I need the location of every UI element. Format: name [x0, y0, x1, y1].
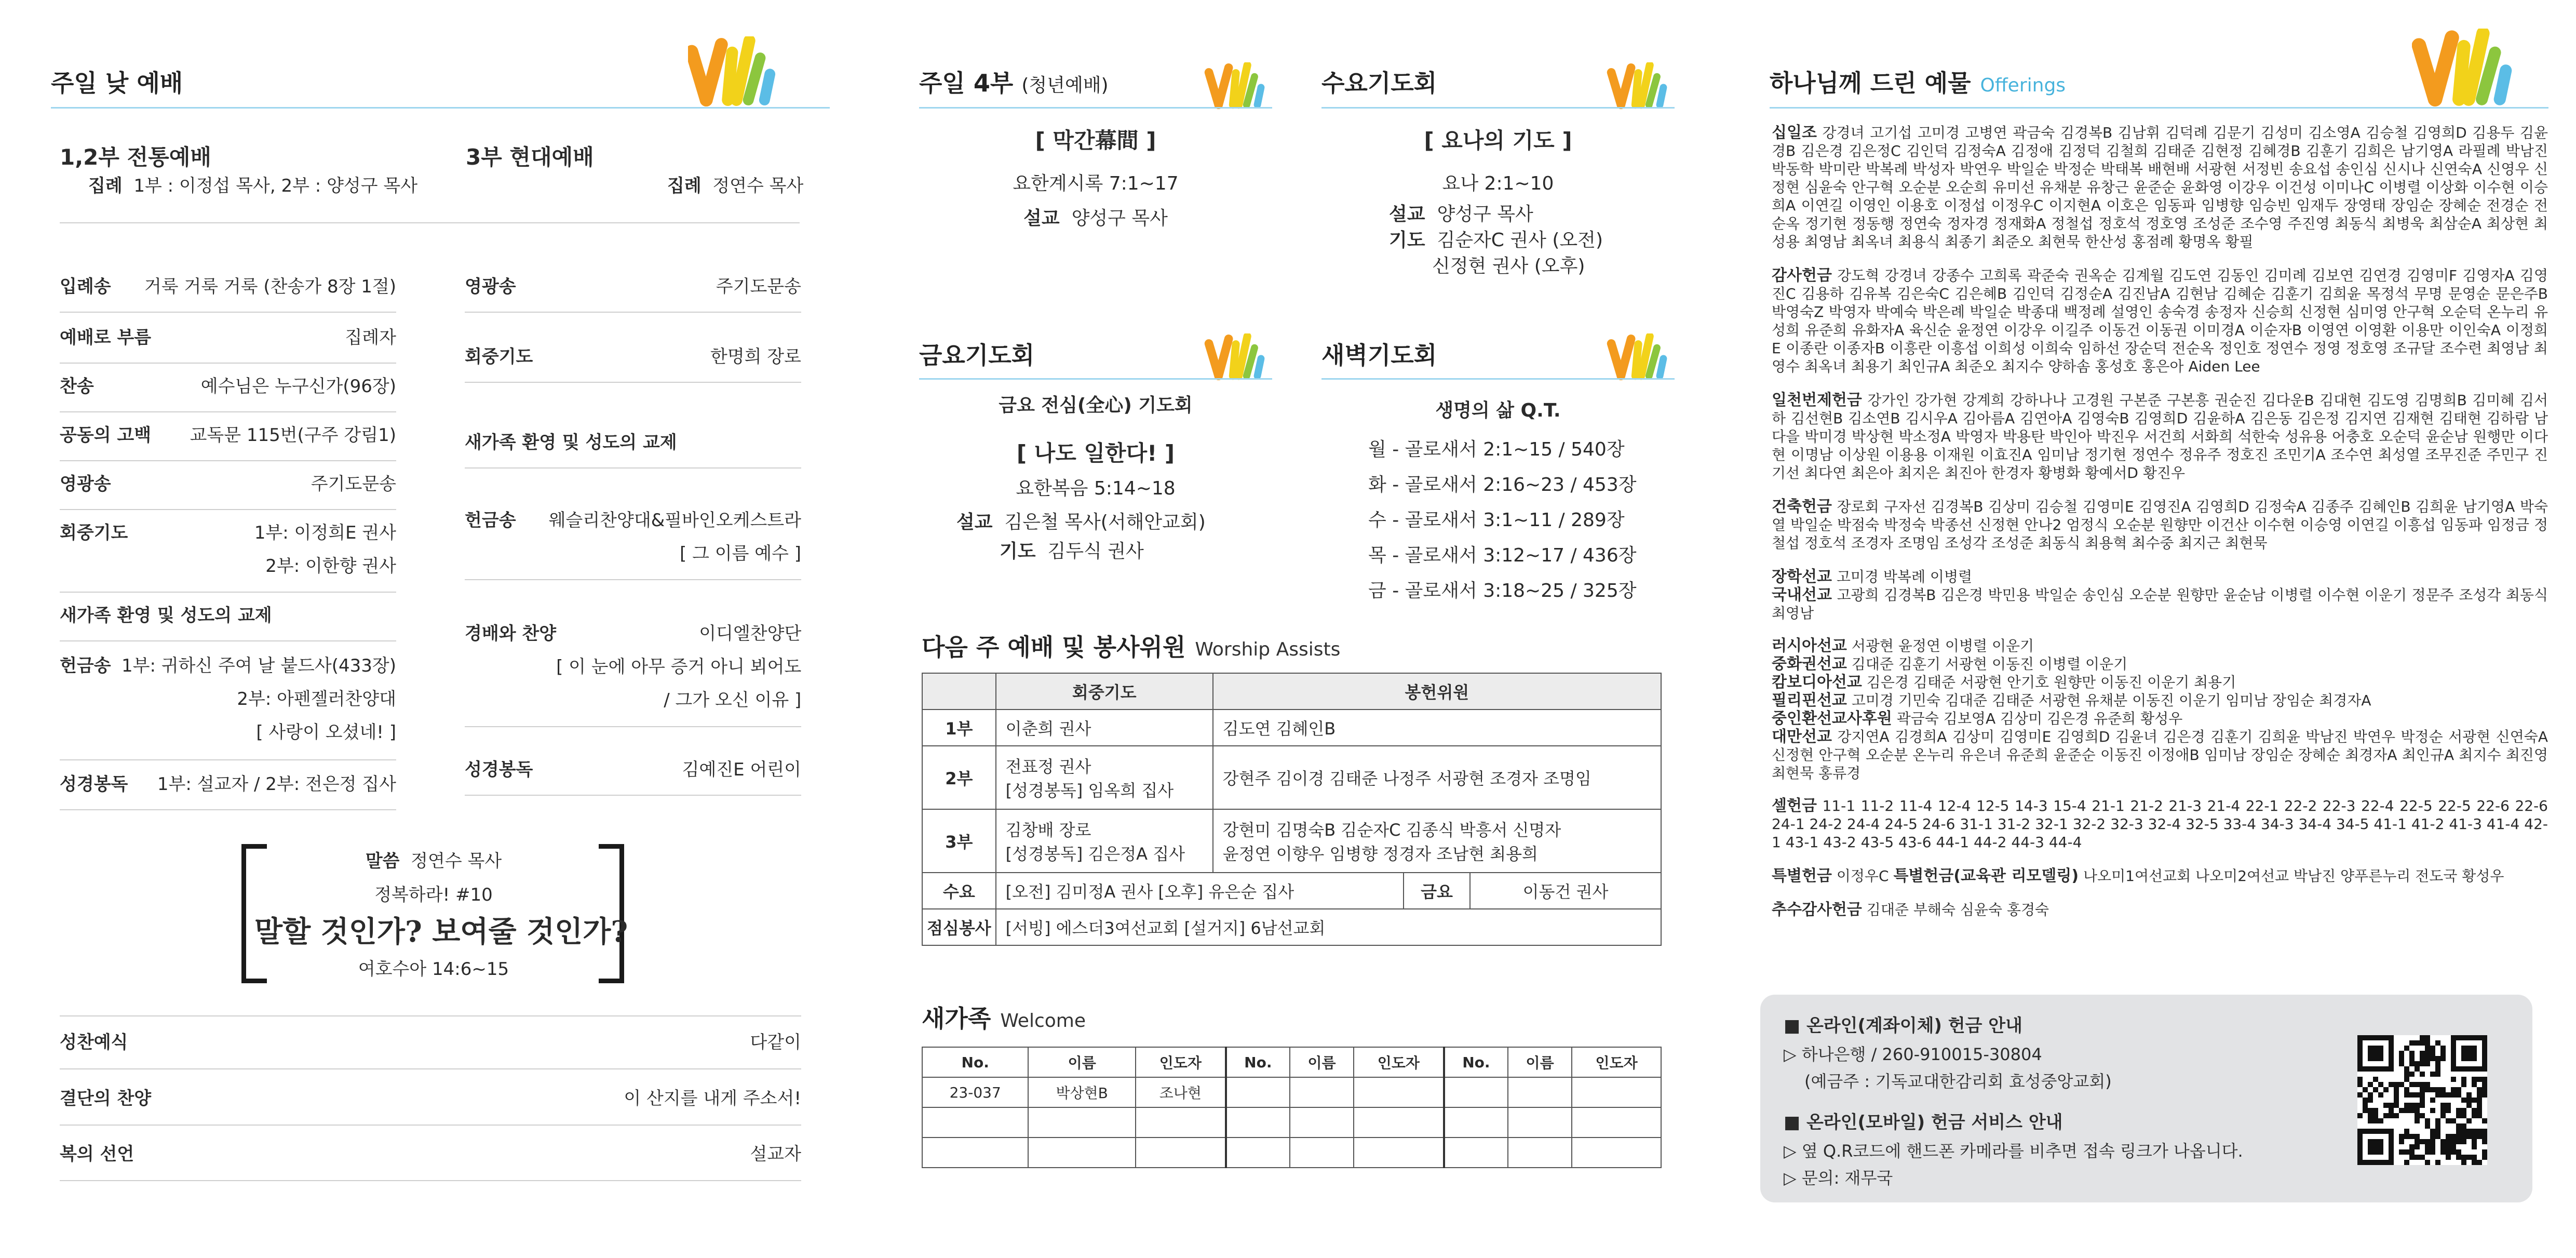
welcome-cell [1572, 1107, 1661, 1137]
offering-group-label: 중화권선교 [1772, 655, 1847, 673]
order-value-line2: 2부: 아펜젤러찬양대 [237, 689, 396, 710]
welcome-cell [1226, 1077, 1290, 1107]
welcome-title-eng: Welcome [1000, 1010, 1086, 1032]
welcome-cell [1290, 1137, 1354, 1168]
offering-group-names: 김은경 김태준 서광현 안기호 원향만 이동진 이운기 최용기 [1866, 674, 2236, 691]
assist-lunch-label: 점심봉사 [922, 909, 996, 945]
order-value-line3: [ 사랑이 오셨네! ] [256, 722, 396, 743]
welcome-header-row [922, 1047, 1661, 1077]
service3-leader [667, 171, 803, 197]
order-row [60, 768, 396, 810]
assist-row [922, 809, 1661, 873]
assist-row-offering: 강현주 김이경 김태준 나정주 서광현 조경자 조명임 [1213, 746, 1661, 809]
offering-group [1772, 673, 2548, 691]
order-value-group [556, 617, 801, 717]
order-value-line2: [ 그 이름 예수 ] [680, 543, 801, 564]
offering-group-label: 러시아선교 [1772, 637, 1847, 655]
welcome-cell [1354, 1107, 1444, 1137]
fri-tag: [ 나도 일한다! ] [1016, 440, 1175, 466]
right-panel [1714, 0, 2576, 1258]
order-label: 성경봉독 [465, 759, 533, 780]
offering-group [1772, 728, 2548, 782]
order-row [60, 1026, 801, 1069]
sermon-verse: 여호수아 14:6~15 [358, 959, 509, 980]
order-value: 1부: 이정희E 권사 [254, 523, 396, 543]
order-value: 김예진E 어린이 [682, 759, 801, 780]
order-value: 웨슬리찬양대&필바인오케스트라 [548, 510, 801, 531]
offerings-title [1770, 64, 2066, 99]
online-offering-box [1760, 995, 2532, 1202]
order-label: 결단의 찬양 [60, 1088, 152, 1109]
service4-preacher [919, 204, 1272, 230]
service12-title: 1,2부 전통예배 [60, 144, 211, 170]
sunday-service-title: 주일 낮 예배 [51, 69, 183, 97]
online-mobile-qr-guide: ▷ 옆 Q.R코드에 핸드폰 카메라를 비추면 접속 링크가 나옵니다. [1784, 1141, 2243, 1161]
offering-group-names: 서광현 윤정연 이병렬 이운기 [1851, 637, 2034, 654]
order-row [60, 1082, 801, 1126]
sermon-label: 말씀 [365, 851, 400, 872]
order-label: 공동의 고백 [60, 425, 152, 446]
offering-group-label: 건축헌금 [1772, 498, 1832, 516]
order-value: 주기도문송 [716, 276, 801, 297]
order-row [60, 419, 396, 461]
welcome-cell [1508, 1077, 1572, 1107]
fri-preacher [956, 508, 1206, 537]
assist-row-prayer: 이춘희 권사 [996, 710, 1213, 746]
order-value: 이디엘찬양단 [699, 623, 802, 644]
offering-group-names: 강지연A 김경희A 김상미 김영미E 김영희D 김윤녀 김은경 김훈기 김희윤 박남진 박연우 박정순 서광현 신연숙A 신정현 안구혁 오순분 온누리 유은녀 유준희 윤준순 이동진 이정애B 임미남 장임순 장혜순 최경자A 최인규A 최지수 최진영 최현묵 홍류경 [1772, 728, 2548, 782]
church-logo-icon [1604, 333, 1672, 380]
service4-preacher-name: 양성구 목사 [1071, 208, 1168, 229]
welcome-cell [1028, 1107, 1136, 1137]
offering-group-names: 나오미1여선교회 나오미2여선교 박남진 양푸른누리 전도국 황성우 [2083, 867, 2504, 885]
order-label: 회중기도 [465, 346, 533, 367]
order-value-line3: / 그가 오신 이유 ] [664, 690, 802, 711]
order-row [465, 426, 801, 469]
welcome-header-cell: 인도자 [1572, 1047, 1661, 1077]
order-row [60, 321, 396, 364]
assist-row-prayer-cell [996, 809, 1213, 873]
welcome-cell [1290, 1107, 1354, 1137]
offering-group [1772, 568, 2548, 586]
assist-weekday-row [922, 873, 1661, 909]
order-value-group [254, 516, 396, 583]
order-label: 성찬예식 [60, 1032, 128, 1053]
welcome-header-cell: No. [922, 1047, 1028, 1077]
assist-fri-value: 이동건 권사 [1470, 873, 1661, 909]
welcome-title-main: 새가족 [922, 1005, 991, 1033]
offering-group-names: 곽금숙 김보영A 김상미 김은경 유준희 황성우 [1896, 710, 2183, 727]
wed-rule [1321, 107, 1675, 109]
service4-preacher-label: 설교 [1023, 208, 1060, 229]
dawn-title: 새벽기도회 [1321, 341, 1437, 369]
welcome-cell [1226, 1137, 1290, 1168]
assist-header-row [922, 673, 1661, 710]
dawn-item: 수 - 골로새서 3:1~11 / 289장 [1368, 510, 1625, 531]
service3-leader-label: 집례 [667, 176, 702, 196]
assist-table [922, 673, 1662, 946]
service-header-rule [60, 222, 800, 223]
assist-row-prayer-cell [996, 746, 1213, 809]
assist-title-eng: Worship Assists [1195, 639, 1341, 660]
fri-details [956, 508, 1206, 566]
order-value: 집례자 [345, 327, 396, 348]
offering-group-label: 셀헌금 [1772, 797, 1817, 815]
order-row [60, 649, 396, 760]
online-transfer-heading: ■ 온라인(계좌이체) 헌금 안내 [1784, 1015, 2022, 1036]
service12-leader [88, 171, 417, 197]
wed-prayer2-line [1389, 253, 1603, 279]
dawn-item: 목 - 골로새서 3:12~17 / 436장 [1368, 545, 1637, 566]
assist-row [922, 746, 1661, 809]
bottom-rule [60, 1015, 801, 1016]
welcome-header-cell: 이름 [1508, 1047, 1572, 1077]
assist-row-key: 1부 [922, 710, 996, 746]
assist-row-reading: [성경봉독] 임옥희 집사 [1005, 781, 1174, 800]
order-row [60, 1137, 801, 1181]
fri-verse: 요한복음 5:14~18 [1016, 478, 1176, 499]
order-value: 예수님은 누구신가(96장) [200, 376, 396, 397]
offering-group-names: 강경녀 고기섭 고미경 고병연 곽금숙 김경복B 김남휘 김덕례 김문기 김성미 김소영A 김승철 김영희D 김용두 김윤경B 김은경 김은정C 김인덕 김정숙A 김정애 김정덕 김철희 김태준 김현정 김혜경B 김훈기 김희은 남기영A 라필례 박남진 박동학 박미란 박복례 박성자 박연우 박일순 박정순 박태복 배현배 서광현 서정빈 송요섭 송인심 신시나 신연숙A 신영우 신정현 심윤숙 안구혁 오순분 오순희 유미선 유채분 유창근 윤준순 윤화영 이강우 이건성 이미나C 이병렬 이상화 이수현 이승희A 이연길 이영인 이용호 이정섭 이정우C 이지현A 이호은 임동파 임병향 임승빈 임재두 장영태 장임순 장혜순 전경순 전순옥 정기현 정동행 정연숙 정자경 정재화A 정철섭 정호석 정호영 조성준 조수영 주진영 최동식 최병욱 최삼순A 최상현 최성용 최영남 최옥녀 최용식 최종기 최준오 최현묵 한산성 홍점례 황명옥 황필 [1772, 124, 2548, 250]
dawn-item: 화 - 골로새서 2:16~23 / 453장 [1368, 474, 1637, 496]
middle-panel [857, 0, 1714, 1258]
order-row [465, 504, 801, 580]
order-value: 주기도문송 [311, 474, 396, 494]
order-value: 이 산지를 내게 주소서! [624, 1088, 801, 1109]
order-label: 경배와 찬양 [465, 623, 557, 644]
offering-group-names: 고미경 박복례 이병렬 [1836, 568, 1973, 585]
order-value: 한명희 장로 [710, 346, 801, 367]
order-label: 새가족 환영 및 성도의 교제 [465, 432, 677, 453]
assist-title [922, 628, 1340, 663]
wed-prayer [1389, 227, 1603, 253]
offering-group-names: 장로회 구자선 김경복B 김상미 김승철 김영미E 김영진A 김영희D 김정숙A 김종주 김혜인B 김희윤 남기영A 박숙열 박일순 박점숙 박정숙 박종선 신정현 안나2 엄정식 오순분 원향만 이건산 이수현 이승영 이연길 이흥섭 임동파 임정금 정철섭 정호석 조경자 조명임 조성각 조성준 최동식 최용혁 최수중 최지근 최현묵 [1772, 498, 2548, 552]
offering-group-label: 대만선교 [1772, 728, 1832, 746]
offering-group-label: 십일조 [1772, 124, 1817, 142]
sermon-preacher [267, 847, 600, 872]
service12-leader-label: 집례 [88, 176, 123, 196]
assist-wed-label: 수요 [922, 873, 996, 909]
assist-row [922, 710, 1661, 746]
order-value: 1부: 설교자 / 2부: 전은정 집사 [157, 774, 396, 795]
order-row [60, 270, 396, 313]
wed-preacher-name: 양성구 목사 [1437, 204, 1533, 225]
fri-prayer-name: 김두식 권사 [1047, 541, 1144, 562]
assist-row-prayer: 김창배 장로 [1005, 820, 1091, 840]
offering-group-label: 추수감사헌금 [1772, 901, 1862, 919]
assist-row-key: 2부 [922, 746, 996, 809]
church-logo-icon [688, 36, 776, 106]
order-label: 영광송 [465, 276, 516, 297]
welcome-table [922, 1047, 1662, 1168]
assist-header-offering: 봉헌위원 [1213, 673, 1661, 710]
assist-title-main: 다음 주 예배 및 봉사위원 [922, 633, 1186, 661]
service4-tag: [ 막간幕間 ] [1035, 128, 1156, 153]
dawn-item: 월 - 골로새서 2:1~15 / 540장 [1368, 439, 1625, 460]
offering-group-names: 고광희 김경복B 김은경 박민용 박일순 송인심 오순분 원향만 윤순남 이병렬 이수현 이운기 정문주 조성각 최동식 최영남 [1772, 586, 2548, 622]
welcome-header-cell: 인도자 [1136, 1047, 1226, 1077]
order-row [60, 370, 396, 412]
offering-group [1772, 637, 2548, 655]
offering-group [1772, 901, 2548, 919]
dawn-rule [1321, 378, 1675, 380]
service4-rule [919, 107, 1272, 109]
offering-group [1772, 586, 2548, 622]
welcome-cell [922, 1137, 1028, 1168]
offerings-title-eng: Offerings [1980, 75, 2066, 96]
offering-group-label: 중인환선교사후원 [1772, 710, 1892, 728]
service3-leader-value: 정연수 목사 [712, 176, 804, 196]
left-panel [0, 0, 857, 1258]
sermon-preacher-name: 정연수 목사 [411, 851, 502, 872]
wed-preacher [1389, 202, 1603, 227]
fri-preacher-name: 김은철 목사(서해안교회) [1004, 512, 1206, 533]
assist-row-offering2: 윤정연 이향우 임병향 정경자 조남현 최용희 [1222, 844, 1538, 864]
offering-group [1772, 498, 2548, 552]
welcome-header-cell: No. [1444, 1047, 1508, 1077]
assist-fri-label: 금요 [1404, 873, 1470, 909]
fri-prayer [956, 537, 1206, 566]
offering-group [1772, 691, 2548, 710]
welcome-cell [1290, 1077, 1354, 1107]
assist-row-offering: 김도연 김혜인B [1213, 710, 1661, 746]
offering-group [1772, 391, 2548, 482]
order-value: 다같이 [750, 1032, 801, 1053]
welcome-cell [1136, 1107, 1226, 1137]
offering-group [1772, 266, 2548, 376]
offerings-list [1772, 124, 2548, 934]
wed-details [1389, 202, 1603, 279]
welcome-header-cell: No. [1226, 1047, 1290, 1077]
offering-group-names: 강가인 강가현 강계희 강하나나 고경원 구본준 구본흥 권순진 김다운B 김대현 김도영 김명희B 김미혜 김서하 김선현B 김소연B 김시우A 김아름A 김연아A 김영숙B 김영희D 김윤하A 김은동 김은정 김지연 김재현 김태현 김하람 남다을 박미경 박상현 박소정A 박영자 박용탄 박인아 박진우 서건희 서화희 석한숙 성유용 어충호 오순덕 윤순남 원행만 이다현 이명남 이상원 이용용 이재원 이효진A 임미남 정기현 정연수 정유주 정호진 조민기A 조수연 최성열 조무진준 주민구 진기선 최다연 최은아 최지은 최진아 한경자 황병화 황예서D 황진우 [1772, 392, 2548, 481]
dawn-subtitle: 생명의 삶 Q.T. [1435, 400, 1561, 421]
offering-group-names: 11-1 11-2 11-4 12-4 12-5 14-3 15-4 21-1 21-2 21-3 21-4 22-1 22-2 22-3 22-4 22-5 22-5 22-6 22-6 24-1 24-2 24-4 24-5 24-6 31-1 31-2 32-1 32-2 32-3 32-4 32-5 33-4 34-3 34-4 34-5 41-1 41-2 41-3 41-4 42-1 43-1 43-2 43-5 43-6 44-1 44-2 44-3 44-4 [1772, 797, 2548, 851]
welcome-row [922, 1137, 1661, 1168]
welcome-cell [1508, 1107, 1572, 1137]
online-transfer-holder: (예금주 : 기독교대한감리회 효성중앙교회) [1804, 1072, 2112, 1091]
church-logo-icon [1202, 333, 1270, 380]
fri-subtitle: 금요 전심(全心) 기도회 [999, 395, 1193, 416]
order-value: 교독문 115번(구주 강림1) [190, 425, 396, 446]
welcome-cell [1444, 1107, 1508, 1137]
order-label: 헌금송 [60, 655, 111, 676]
welcome-cell [1136, 1137, 1226, 1168]
dawn-list [1368, 432, 1637, 609]
service12-leader-value: 1부 : 이정섭 목사, 2부 : 양성구 목사 [133, 176, 418, 196]
assist-row-offering-cell [1213, 809, 1661, 873]
order-value: 1부: 귀하신 주여 날 붙드사(433장) [121, 655, 396, 676]
welcome-cell [1354, 1077, 1444, 1107]
offering-group [1772, 867, 2548, 885]
order-label: 복의 선언 [60, 1144, 134, 1165]
welcome-cell [1572, 1077, 1661, 1107]
offering-group-label: 장학선교 [1772, 568, 1832, 586]
qr-code-icon[interactable] [2357, 1035, 2487, 1165]
offering-group [1772, 655, 2548, 673]
offering-group-names: 고미경 기민숙 김대준 김태준 서광현 유채분 이동진 이운기 임미남 장임순 최경자A [1851, 692, 2371, 709]
wed-verse: 요나 2:1~10 [1442, 173, 1554, 194]
welcome-cell [1354, 1137, 1444, 1168]
order-value: 설교자 [750, 1144, 801, 1165]
welcome-cell [1028, 1137, 1136, 1168]
welcome-header-cell: 이름 [1290, 1047, 1354, 1077]
order-row [465, 617, 801, 727]
order-row [465, 753, 801, 796]
welcome-cell [1572, 1137, 1661, 1168]
offering-group-label: 필리핀선교 [1772, 691, 1847, 710]
wed-tag: [ 요나의 기도 ] [1424, 128, 1572, 153]
online-mobile-heading: ■ 온라인(모바일) 헌금 서비스 안내 [1784, 1112, 2063, 1133]
online-transfer-account: ▷ 하나은행 / 260-910015-30804 [1784, 1045, 2042, 1064]
order-label: 예배로 부름 [60, 327, 152, 348]
order-value-line2: 2부: 이한향 권사 [265, 556, 396, 577]
welcome-cell [922, 1107, 1028, 1137]
assist-lunch-value: [서빙] 에스더3여선교회 [설거지] 6남선교회 [996, 909, 1661, 945]
offering-group [1772, 797, 2548, 851]
wed-title: 수요기도회 [1321, 69, 1437, 97]
offering-group-names: 김대준 부해숙 심윤숙 홍경숙 [1866, 901, 2049, 918]
welcome-header-cell: 이름 [1028, 1047, 1136, 1077]
welcome-row [922, 1107, 1661, 1137]
order-label: 입례송 [60, 276, 111, 297]
order-label: 회중기도 [60, 523, 128, 543]
assist-row-reading: [성경봉독] 김은정A 집사 [1005, 844, 1185, 864]
order-value-line2: [ 이 눈에 아무 증거 아니 뵈어도 [556, 657, 802, 677]
offering-group-label: 특별헌금 [1772, 867, 1832, 885]
offering-group-names: 김대준 김훈기 서광현 이동진 이병렬 이운기 [1851, 655, 2128, 673]
fri-title: 금요기도회 [919, 341, 1035, 369]
welcome-header-cell: 인도자 [1354, 1047, 1444, 1077]
welcome-cell [1226, 1107, 1290, 1137]
order-label: 성경봉독 [60, 774, 128, 795]
church-logo-icon [2412, 29, 2516, 106]
fri-rule [919, 378, 1272, 380]
sermon-series: 정복하라! #10 [374, 885, 493, 905]
offering-group [1772, 124, 2548, 251]
order-value: 거룩 거룩 거룩 (찬송가 8장 1절) [144, 276, 396, 297]
left-title-rule [51, 107, 830, 109]
order-row [60, 516, 396, 593]
welcome-row [922, 1077, 1661, 1107]
order-row [60, 467, 396, 510]
order-value-group [549, 504, 801, 570]
church-logo-icon [1604, 62, 1672, 109]
church-logo-icon [1202, 62, 1270, 109]
order-value-group [122, 649, 396, 749]
order-row [465, 340, 801, 383]
wed-preacher-label: 설교 [1389, 204, 1425, 225]
assist-wed-value: [오전] 김미정A 권사 [오후] 유은순 집사 [996, 873, 1404, 909]
offering-group-names: 강도혁 강경녀 강종수 고희록 곽준숙 권옥순 김계월 김도연 김동인 김미례 김보연 김연경 김영미F 김영자A 김영진C 김용하 김유복 김은숙C 김은혜B 김인덕 김정순A 김진남A 김현남 김혜순 김훈기 김희윤 목정석 무명 문영순 문은주B 박영숙Z 박영자 박예숙 박은례 박일순 박종대 백정례 설영인 송숙경 송정자 신승희 신정현 심미영 안구혁 오순덕 온누리 유성희 유준희 유화자A 육신순 윤정연 이강우 이길주 이동건 이동권 이미경A 이순자B 이영연 이영환 이용만 이인숙A 이정희E 이종란 이종자B 이흥란 이흥섭 이희성 이희숙 임하선 장순덕 전순옥 정인호 정연수 정영 정호영 조규달 조수련 최영남 최영수 최옥녀 최용기 최인규A 최준오 최지수 양하솜 홍성호 홍은아 Aiden Lee [1772, 267, 2548, 375]
order-label: 새가족 환영 및 성도의 교제 [60, 605, 272, 626]
assist-lunch-row [922, 909, 1661, 945]
offering-group-label: 일천번제헌금 [1772, 391, 1862, 409]
assist-row-offering: 강현미 김명숙B 김순자C 김종식 박흥서 신명자 [1222, 820, 1561, 840]
offering-group [1772, 710, 2548, 728]
service4-title-sub: (청년예배) [1021, 75, 1109, 96]
service4-title-main: 주일 4부 [919, 69, 1014, 97]
offering-group-label: 국내선교 [1772, 586, 1832, 604]
offerings-title-main: 하나님께 드린 예물 [1770, 69, 1971, 97]
service3-title: 3부 현대예배 [466, 144, 594, 170]
welcome-cell: 23-037 [922, 1077, 1028, 1107]
order-row [60, 599, 396, 641]
welcome-cell [1444, 1077, 1508, 1107]
online-mobile-contact: ▷ 문의: 재무국 [1784, 1168, 1893, 1188]
wed-prayer1: 김순자C 권사 (오전) [1437, 230, 1603, 251]
sermon-title: 말할 것인가? 보여줄 것인가? [254, 915, 628, 949]
welcome-cell [1444, 1137, 1508, 1168]
welcome-cell: 조나현 [1136, 1077, 1226, 1107]
order-label: 찬송 [60, 376, 94, 397]
fri-preacher-label: 설교 [956, 512, 993, 533]
order-label: 영광송 [60, 474, 111, 494]
service4-title [919, 64, 1109, 99]
order-row [465, 270, 801, 313]
fri-prayer-label: 기도 [1000, 541, 1036, 562]
wed-prayer2: 신정현 권사 (오후) [1432, 256, 1585, 277]
offering-group-label: 특별헌금(교육관 리모델링) [1893, 867, 2079, 885]
service4-verse: 요한계시록 7:1~17 [1013, 173, 1179, 194]
assist-header-prayer: 회중기도 [996, 673, 1213, 710]
offering-group-label: 캄보디아선교 [1772, 673, 1862, 691]
welcome-cell [1508, 1137, 1572, 1168]
offering-group-label: 감사헌금 [1772, 266, 1832, 285]
welcome-title [922, 1000, 1086, 1034]
assist-header-blank [922, 673, 996, 710]
assist-row-key: 3부 [922, 809, 996, 873]
assist-row-prayer: 전표정 권사 [1005, 757, 1091, 777]
dawn-item: 금 - 골로새서 3:18~25 / 325장 [1368, 580, 1637, 601]
wed-prayer-label: 기도 [1389, 230, 1425, 251]
order-label: 헌금송 [465, 510, 516, 531]
offering-group-names: 이정우C [1836, 867, 1889, 885]
welcome-cell: 박상현B [1028, 1077, 1136, 1107]
offerings-rule [1770, 107, 2548, 109]
